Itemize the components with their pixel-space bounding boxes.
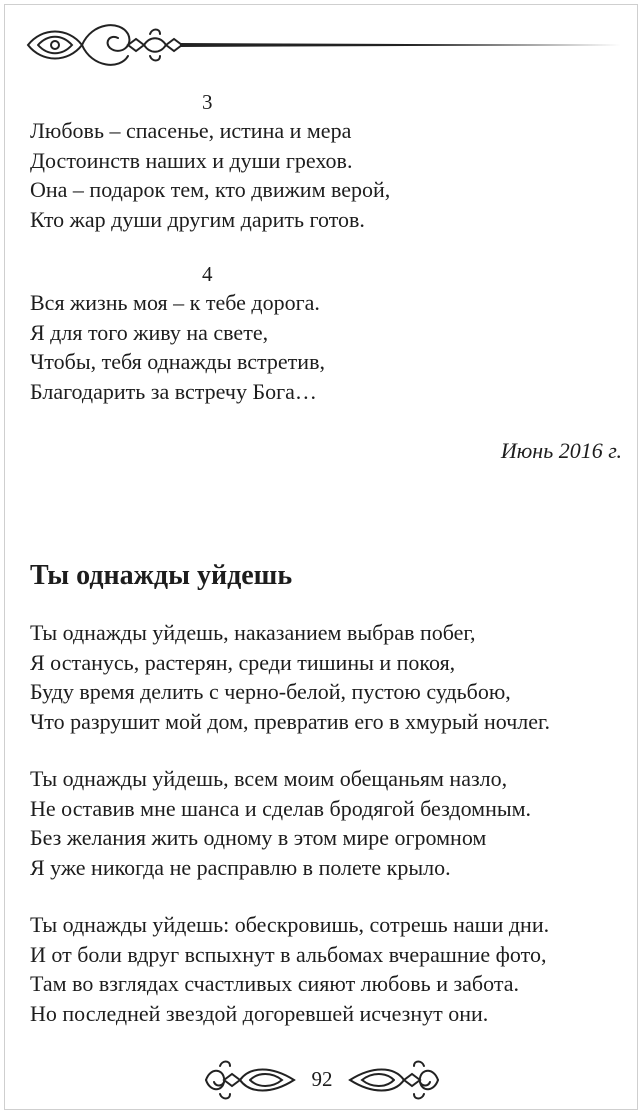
poem-stanza-3 xyxy=(30,910,620,1028)
poem-stanza-2 xyxy=(30,764,620,882)
page-number: 92 xyxy=(311,1067,333,1091)
verse-line: Достоинств наших и души грехов. xyxy=(30,147,353,173)
verse-line: Не оставив мне шанса и сделав бродягой бездомным. xyxy=(30,795,532,821)
stanza-number: 4 xyxy=(202,262,213,286)
date-line: Июнь 2016 г. xyxy=(500,438,622,463)
verse-line: Кто жар души другим дарить готов. xyxy=(30,206,365,232)
verse-line: Ты однажды уйдешь, всем моим обещаньям назло, xyxy=(30,766,508,791)
verse-line: Благодарить за встречу Бога… xyxy=(30,378,317,404)
ornament-right-icon xyxy=(344,1056,444,1104)
verse-line: И от боли вдруг вспыхнут в альбомах вчерашние фото, xyxy=(30,941,547,967)
verse-line: Вся жизнь моя – к тебе дорога. xyxy=(30,290,320,315)
verse-line: Я для того живу на свете, xyxy=(30,319,269,345)
verse-line: Буду время делить с черно-белой, пустою судьбою, xyxy=(30,679,511,704)
verse-line: Без желания жить одному в этом мире огромном xyxy=(30,825,487,850)
verse-line: Чтобы, тебя однажды встретив, xyxy=(30,349,325,374)
ornamental-flourish-icon xyxy=(20,12,630,72)
stanza-3 xyxy=(30,88,620,234)
verse-line: Ты однажды уйдешь, наказанием выбрав побег, xyxy=(30,620,476,645)
verse-line: Там во взглядах счастливых сияют любовь и забота. xyxy=(30,971,519,996)
verse-line: Я уже никогда не расправлю в полете крыло. xyxy=(30,854,451,880)
stanza-4 xyxy=(30,260,620,406)
verse-line: Что разрушит мой дом, превратив его в хмурый ночлег. xyxy=(30,708,551,734)
verse-line: Но последней звездой догоревшей исчезнут они. xyxy=(30,1000,489,1026)
page-footer xyxy=(0,1052,644,1112)
stanza-number: 3 xyxy=(202,90,213,114)
verse-line: Ты однажды уйдешь: обескровишь, сотрешь наши дни. xyxy=(30,912,550,937)
poem-stanza-1 xyxy=(30,618,620,736)
poem-title: Ты однажды уйдешь xyxy=(30,560,293,591)
verse-line: Я останусь, растерян, среди тишины и покоя, xyxy=(30,649,456,675)
verse-line: Любовь – спасенье, истина и мера xyxy=(30,118,352,143)
verse-line: Она – подарок тем, кто движим верой, xyxy=(30,177,391,202)
